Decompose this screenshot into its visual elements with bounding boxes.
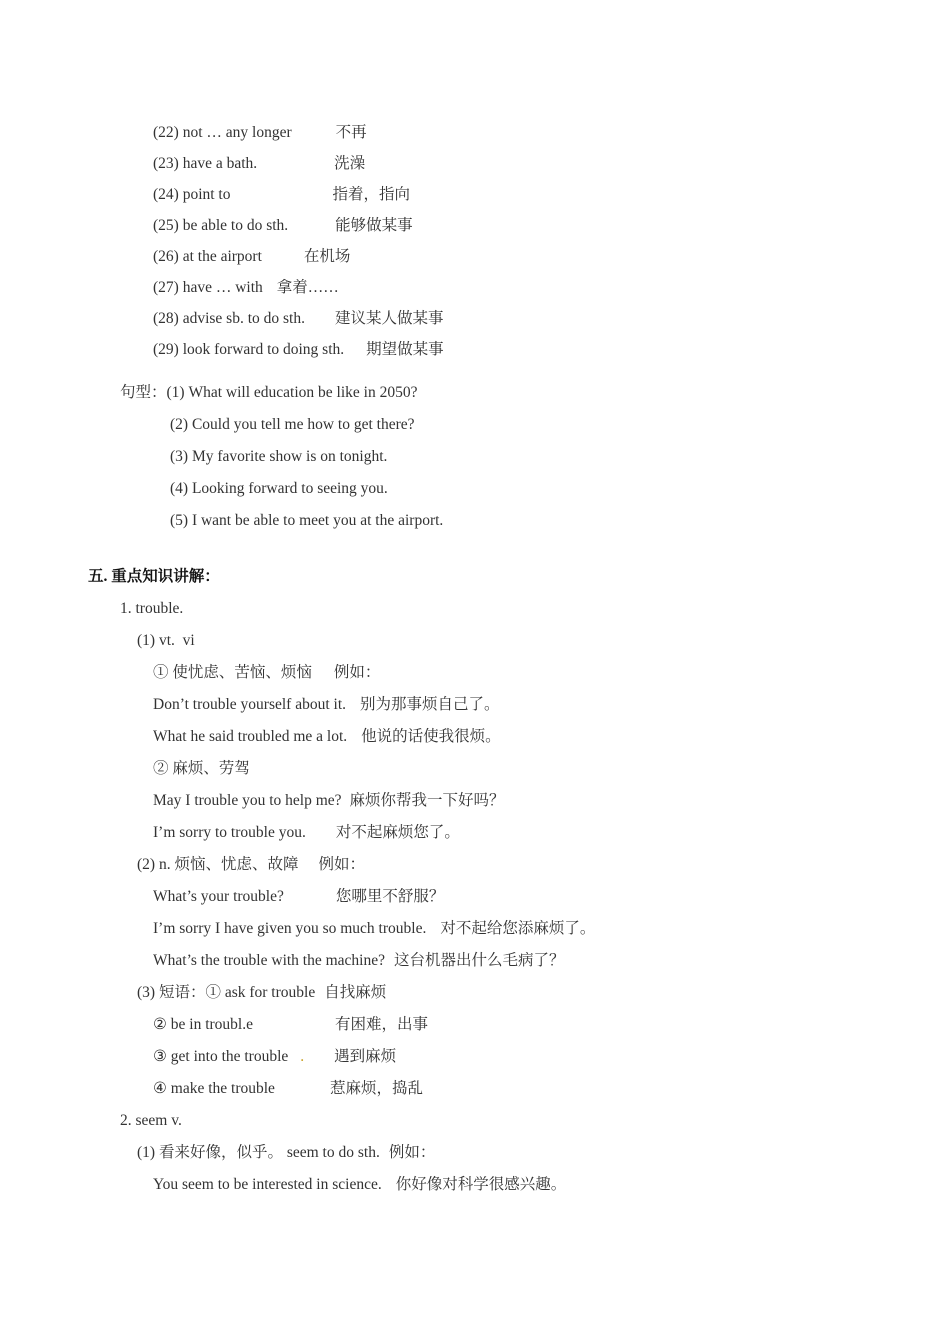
- phrase-zh: 惹麻烦，捣乱: [329, 1080, 423, 1097]
- example-row: [153, 887, 444, 907]
- phrase-item: [153, 247, 350, 267]
- phrase-zh: 拿着……: [276, 279, 339, 296]
- phrase-en: (22) not … any longer: [153, 124, 292, 141]
- sentence-item: (2) Could you tell me how to get there?: [170, 416, 415, 433]
- phrase-en: ④ make the trouble: [153, 1080, 275, 1097]
- sentence-item: (1) What will education be like in 2050?: [166, 384, 418, 401]
- example-label: 例如：: [333, 664, 381, 681]
- example-en: What he said troubled me a lot.: [153, 728, 348, 745]
- example-en: Don’t trouble yourself about it.: [153, 696, 347, 713]
- example-zh: 您哪里不舒服？: [335, 888, 445, 905]
- stray-dot: .: [300, 1048, 305, 1065]
- phrase-zh: 能够做某事: [335, 217, 413, 234]
- sub-item-text: (2) n. 烦恼、忧虑、故障: [137, 856, 299, 873]
- sentence-pattern-row: [120, 383, 417, 403]
- phrase-en: (23) have a bath.: [153, 155, 258, 172]
- example-zh: 对不起麻烦您了。: [335, 824, 460, 841]
- meaning-text: ② 麻烦、劳驾: [153, 760, 250, 777]
- example-row: [153, 823, 460, 843]
- phrase-zh: 有困难，出事: [335, 1016, 429, 1033]
- example-zh: 别为那事烦自己了。: [360, 696, 500, 713]
- example-en: May I trouble you to help me?: [153, 792, 342, 809]
- example-zh: 对不起给您添麻烦了。: [440, 920, 596, 937]
- section-heading: 五. 重点知识讲解：: [88, 568, 220, 585]
- example-label: 例如：: [388, 1144, 436, 1161]
- phrase-en: (29) look forward to doing sth.: [153, 341, 345, 358]
- phrase-zh: 遇到麻烦: [334, 1048, 397, 1065]
- phrase-en: (26) at the airport: [153, 248, 262, 265]
- meaning-text: ① 使忧虑、苦恼、烦恼: [153, 664, 312, 681]
- phrase-item: [153, 185, 410, 205]
- sub-item: (1) vt. vi: [137, 632, 195, 649]
- sentence-item: (5) I want be able to meet you at the airport.: [170, 512, 444, 529]
- phrase-zh: 建议某人做某事: [334, 310, 444, 327]
- phrase-en: (24) point to: [153, 186, 231, 203]
- phrase-zh: 期望做某事: [366, 341, 444, 358]
- item-title-seem: 2. seem v.: [120, 1112, 182, 1129]
- phrase-zh: 指着，指向: [332, 186, 411, 203]
- phrase-item: [153, 309, 444, 329]
- sentence-item: (3) My favorite show is on tonight.: [170, 448, 388, 465]
- example-en: I’m sorry to trouble you.: [153, 824, 306, 841]
- example-label: 例如：: [318, 856, 365, 873]
- example-en: You seem to be interested in science.: [153, 1176, 382, 1193]
- example-en: I’m sorry I have given you so much trouble.: [153, 920, 427, 937]
- example-zh: 麻烦你帮我一下好吗？: [349, 792, 505, 809]
- sub-item-text: (3) 短语：① ask for trouble: [137, 984, 316, 1001]
- sub-item-text: (1) 看来好像，似乎。 seem to do sth.: [137, 1144, 380, 1161]
- phrase-en: ② be in troubl.e: [153, 1016, 253, 1033]
- example-row: [153, 951, 565, 971]
- meaning-row: [153, 663, 380, 683]
- sentence-item: (4) Looking forward to seeing you.: [170, 480, 388, 497]
- example-zh: 他说的话使我很烦。: [361, 728, 501, 745]
- example-zh: 你好像对科学很感兴趣。: [395, 1176, 567, 1193]
- phrase-en: (27) have … with: [153, 279, 263, 296]
- phrase-en: (25) be able to do sth.: [153, 217, 289, 234]
- sub-item: [137, 983, 386, 1003]
- phrase-item: [153, 340, 444, 360]
- phrase-zh: 不再: [335, 124, 367, 141]
- example-row: [153, 791, 505, 811]
- phrase-en: (28) advise sb. to do sth.: [153, 310, 305, 327]
- phrase-row: [153, 1015, 428, 1035]
- sentence-pattern-label: 句型：: [120, 384, 167, 401]
- phrase-en: ③ get into the trouble: [153, 1048, 289, 1065]
- example-en: What’s your trouble?: [153, 888, 284, 905]
- phrase-item: [153, 154, 365, 174]
- phrase-item: [153, 216, 413, 236]
- phrase-row: [153, 1079, 423, 1099]
- example-zh: 这台机器出什么毛病了？: [394, 952, 565, 969]
- item-title-trouble: 1. trouble.: [120, 600, 184, 617]
- phrase-item: [153, 123, 367, 143]
- sub-item: [137, 1143, 435, 1163]
- phrase-row: [153, 1047, 396, 1067]
- example-row: [153, 727, 501, 747]
- example-en: What’s the trouble with the machine?: [153, 952, 385, 969]
- example-row: [153, 695, 500, 715]
- example-row: [153, 1175, 566, 1195]
- sub-item: [137, 855, 365, 875]
- phrase-zh: 自找麻烦: [324, 984, 387, 1001]
- phrase-item: [153, 278, 339, 298]
- phrase-zh: 洗澡: [334, 155, 366, 172]
- phrase-zh: 在机场: [303, 248, 351, 265]
- example-row: [153, 919, 595, 939]
